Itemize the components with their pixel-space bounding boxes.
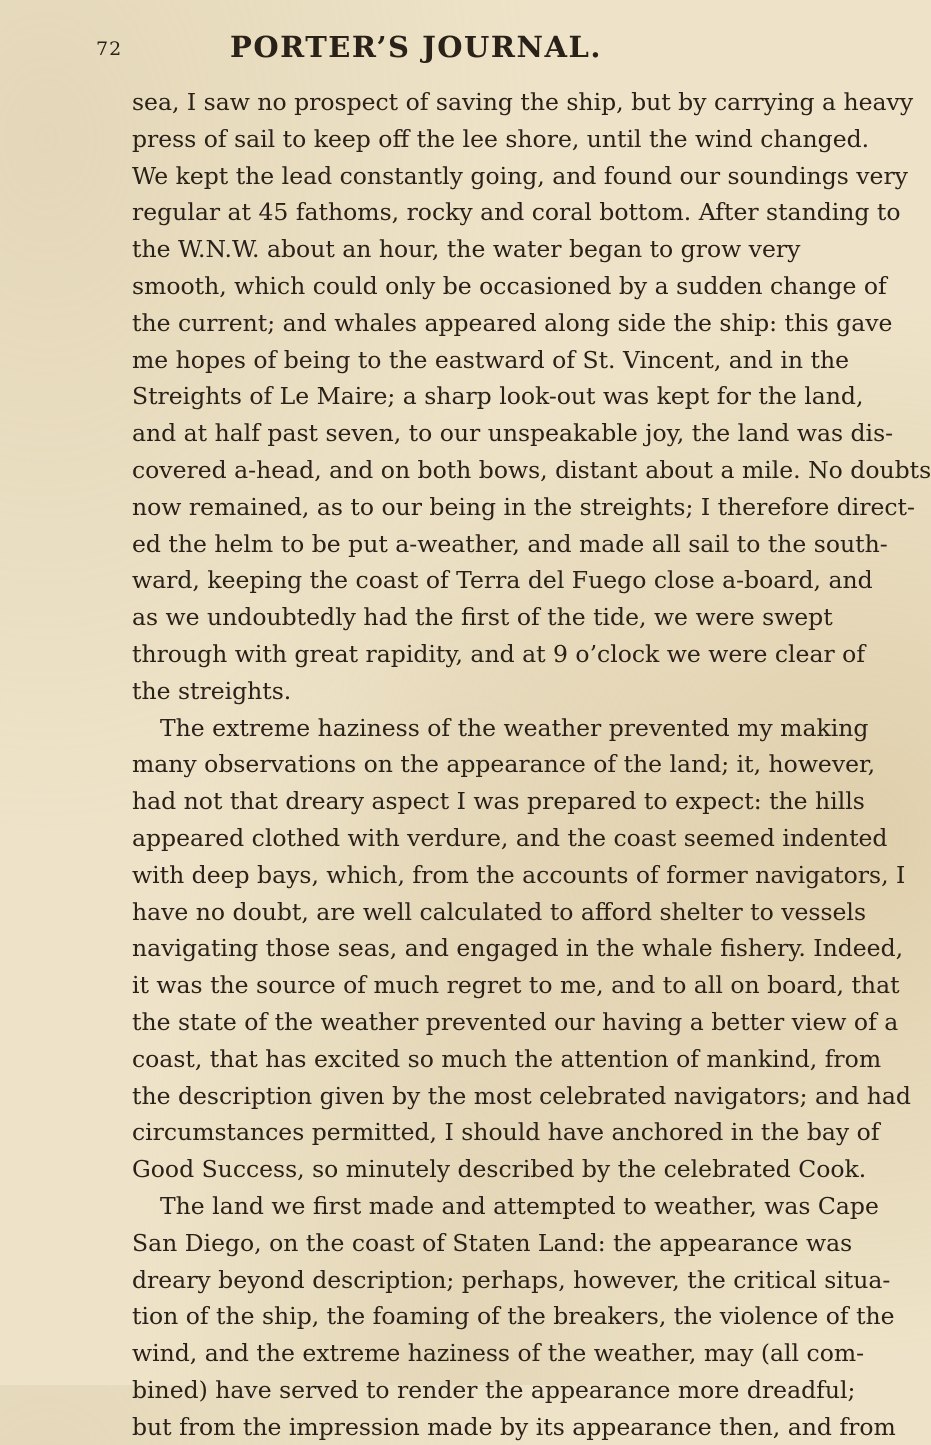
text-line: ed the helm to be put a-weather, and made all sail to the south- [132, 529, 888, 558]
text-line: bined) have served to render the appearance more dreadful; [132, 1375, 856, 1404]
text-line: have no doubt, are well calculated to afford shelter to vessels [132, 897, 867, 926]
text-line: coast, that has excited so much the attention of mankind, from [132, 1044, 882, 1073]
text-line: sea, I saw no prospect of saving the ship, but by carrying a heavy [132, 88, 914, 116]
text-line: smooth, which could only be occasioned by a sudden change of [132, 271, 887, 300]
text-line: We kept the lead constantly going, and found our soundings very [132, 161, 908, 190]
paragraph-start-line: The extreme haziness of the weather prevented my making [160, 713, 869, 742]
text-line: tion of the ship, the foaming of the breakers, the violence of the [132, 1302, 895, 1331]
text-line: it was the source of much regret to me, and to all on board, that [132, 971, 900, 1000]
text-line: ward, keeping the coast of Terra del Fuego close a-board, and [132, 566, 873, 595]
paragraph-start-line: The land we first made and attempted to weather, was Cape [160, 1191, 879, 1220]
text-line: dreary beyond description; perhaps, however, the critical situa- [132, 1265, 891, 1294]
body-text [132, 84, 931, 1445]
text-line: and at half past seven, to our unspeakable joy, the land was dis- [132, 419, 894, 448]
text-line: through with great rapidity, and at 9 o’clock we were clear of [132, 639, 866, 668]
text-line: me hopes of being to the eastward of St. Vincent, and in the [132, 345, 850, 374]
text-line: the current; and whales appeared along side the ship: this gave [132, 308, 893, 337]
text-line: regular at 45 fathoms, rocky and coral bottom. After standing to [132, 198, 901, 227]
text-line: wind, and the extreme haziness of the weather, may (all com- [132, 1339, 865, 1368]
text-line: many observations on the appearance of the land; it, however, [132, 750, 876, 779]
running-title: PORTER’S JOURNAL. [230, 30, 602, 64]
page-number: 72 [96, 38, 123, 60]
text-line: as we undoubtedly had the first of the tide, we were swept [132, 603, 833, 632]
text-line: now remained, as to our being in the streights; I therefore direct- [132, 492, 915, 521]
running-head [96, 28, 736, 68]
paragraph-end-line: Good Success, so minutely described by the celebrated Cook. [132, 1155, 867, 1184]
text-line: appeared clothed with verdure, and the coast seemed indented [132, 823, 888, 852]
text-line: covered a-head, and on both bows, distant about a mile. No doubts [132, 455, 931, 484]
text-line: Streights of Le Maire; a sharp look-out was kept for the land, [132, 382, 864, 411]
text-line: navigating those seas, and engaged in the whale fishery. Indeed, [132, 934, 904, 963]
text-line: the description given by the most celebrated navigators; and had [132, 1081, 911, 1110]
text-line: but from the impression made by its appearance then, and from [132, 1412, 896, 1441]
paragraph-end-line: the streights. [132, 676, 292, 705]
text-line: the state of the weather prevented our having a better view of a [132, 1007, 899, 1036]
text-line: San Diego, on the coast of Staten Land: the appearance was [132, 1228, 853, 1257]
text-line: with deep bays, which, from the accounts of former navigators, I [132, 860, 906, 889]
text-line: had not that dreary aspect I was prepared to expect: the hills [132, 787, 865, 816]
text-line: the W.N.W. about an hour, the water began to grow very [132, 235, 801, 264]
text-line: circumstances permitted, I should have anchored in the bay of [132, 1118, 880, 1147]
text-line: press of sail to keep off the lee shore, until the wind changed. [132, 124, 870, 153]
